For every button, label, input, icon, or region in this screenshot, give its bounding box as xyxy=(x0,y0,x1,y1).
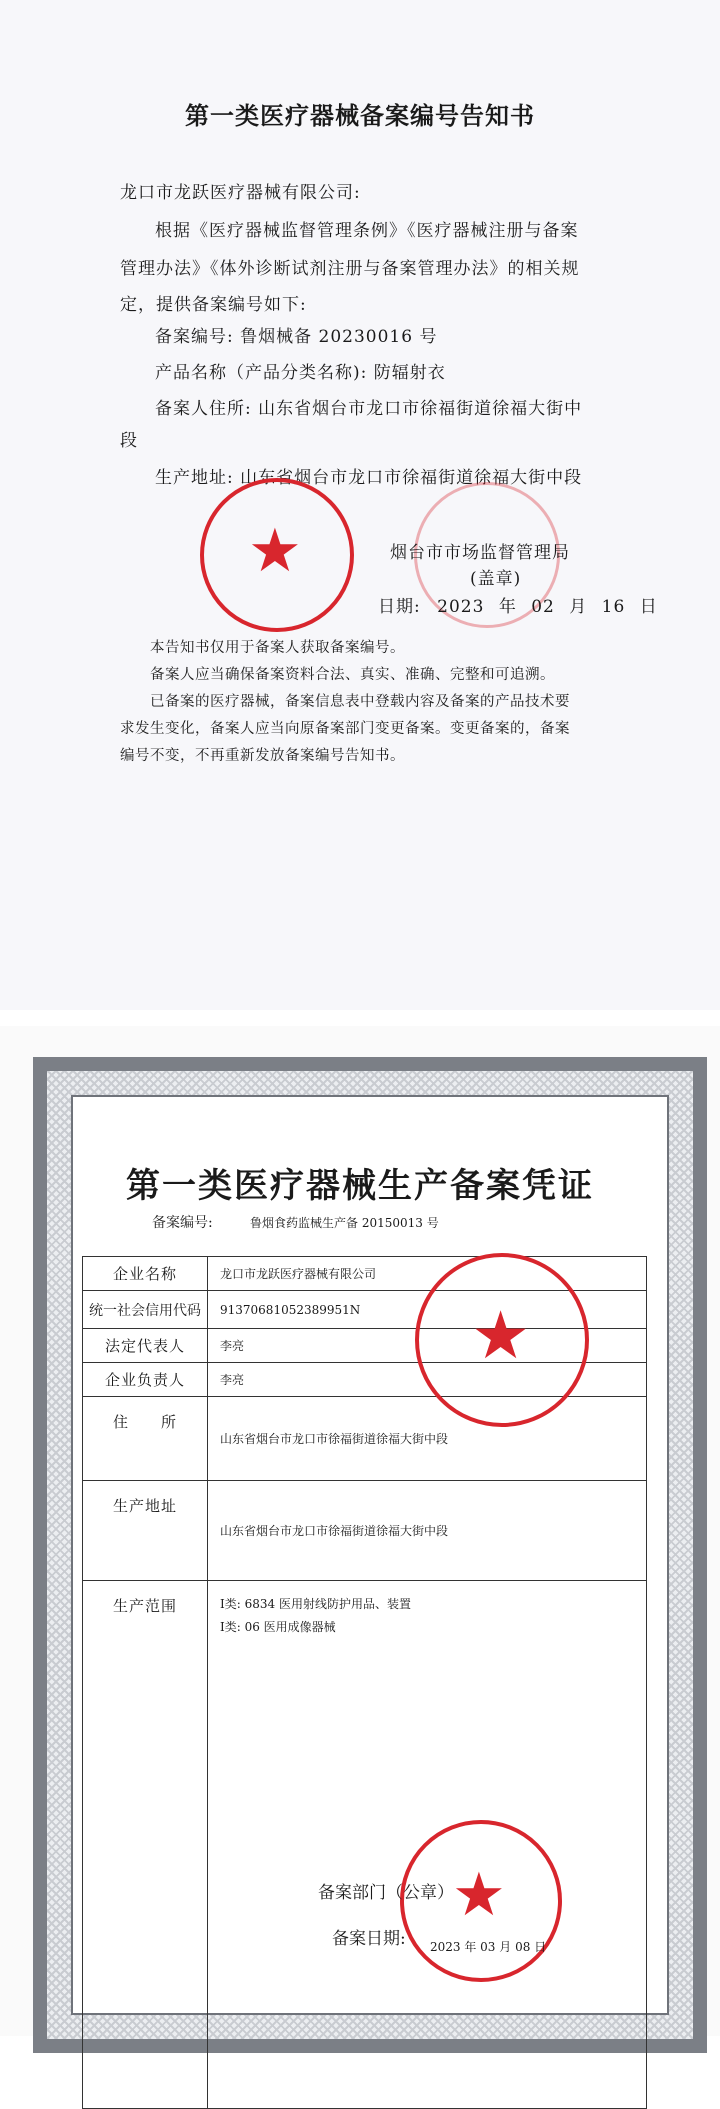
certificate-title: 第一类医疗器械生产备案凭证 xyxy=(126,1166,594,1206)
body-line-1: 根据《医疗器械监督管理条例》《医疗器械注册与备案 xyxy=(155,221,579,241)
company-seal xyxy=(200,478,354,632)
production-address: 生产地址: 山东省烟台市龙口市徐福街道徐福大街中段 xyxy=(155,468,583,488)
record-number: 备案编号: 鲁烟械备 20230016 号 xyxy=(155,327,438,347)
certificate-record-label: 备案编号: xyxy=(152,1215,213,1231)
product-name: 产品名称（产品分类名称): 防辐射衣 xyxy=(155,363,446,383)
row-label: 企业名称 xyxy=(83,1257,208,1291)
date-year: 2023 xyxy=(437,597,485,617)
company-seal-certificate xyxy=(415,1253,589,1427)
row-value: 李亮 xyxy=(208,1363,647,1397)
table-row xyxy=(83,1581,647,2109)
seal-star-icon: ★ xyxy=(248,516,302,586)
row-label: 生产地址 xyxy=(83,1481,208,1581)
certificate-date-value: 2023 年 03 月 08 日 xyxy=(430,1940,547,1954)
page-gap xyxy=(0,1010,720,1026)
row-value: 91370681052389951N xyxy=(208,1291,647,1329)
body-line-2: 管理办法》《体外诊断试剂注册与备案管理办法》的相关规 xyxy=(120,259,580,279)
note-5: 编号不变，不再重新发放备案编号告知书。 xyxy=(120,748,405,764)
scope-line-2: Ⅰ类: 06 医用成像器械 xyxy=(220,1620,336,1634)
notice-date xyxy=(378,592,658,617)
date-day-unit: 日 xyxy=(639,597,658,617)
row-value: 李亮 xyxy=(208,1329,647,1363)
body-line-3: 定，提供备案编号如下: xyxy=(120,295,307,315)
date-day: 16 xyxy=(601,597,626,617)
date-year-unit: 年 xyxy=(498,597,517,617)
row-label: 统一社会信用代码 xyxy=(83,1291,208,1329)
note-3: 已备案的医疗器械，备案信息表中登载内容及备案的产品技术要 xyxy=(150,694,570,710)
note-2: 备案人应当确保备案资料合法、真实、准确、完整和可追溯。 xyxy=(150,667,555,683)
seal-star-icon: ★ xyxy=(471,1297,531,1374)
notice-page xyxy=(0,0,720,1010)
row-label: 生产范围 xyxy=(83,1581,208,2109)
registrant-address-line-1: 备案人住所: 山东省烟台市龙口市徐福街道徐福大街中 xyxy=(155,399,583,419)
certificate-date-label: 备案日期: xyxy=(332,1929,406,1949)
seal-star-icon: ★ xyxy=(452,1860,506,1930)
date-month-unit: 月 xyxy=(569,597,588,617)
date-month: 02 xyxy=(531,597,555,617)
certificate-dept-label: 备案部门（公章） xyxy=(318,1883,454,1903)
row-label: 企业负责人 xyxy=(83,1363,208,1397)
row-value: 山东省烟台市龙口市徐福街道徐福大街中段 xyxy=(208,1397,647,1481)
addressee: 龙口市龙跃医疗器械有限公司: xyxy=(120,183,361,203)
table-row xyxy=(83,1481,647,1581)
note-4: 求发生变化，备案人应当向原备案部门变更备案。变更备案的，备案 xyxy=(120,721,570,737)
row-label: 法定代表人 xyxy=(83,1329,208,1363)
note-1: 本告知书仅用于备案人获取备案编号。 xyxy=(150,640,405,656)
certificate-record-number: 鲁烟食药监械生产备 20150013 号 xyxy=(250,1216,439,1230)
row-label: 住 所 xyxy=(83,1397,208,1481)
table-row xyxy=(83,1397,647,1481)
row-value: 龙口市龙跃医疗器械有限公司 xyxy=(208,1257,647,1291)
scope-line-1: Ⅰ类: 6834 医用射线防护用品、装置 xyxy=(220,1597,411,1611)
date-label: 日期: xyxy=(378,597,421,617)
registrant-address-line-2: 段 xyxy=(120,431,138,451)
row-value: 山东省烟台市龙口市徐福街道徐福大街中段 xyxy=(208,1481,647,1581)
seal-note: (盖章) xyxy=(470,569,522,589)
notice-title: 第一类医疗器械备案编号告知书 xyxy=(185,102,535,130)
authority-name: 烟台市市场监督管理局 xyxy=(390,543,570,563)
